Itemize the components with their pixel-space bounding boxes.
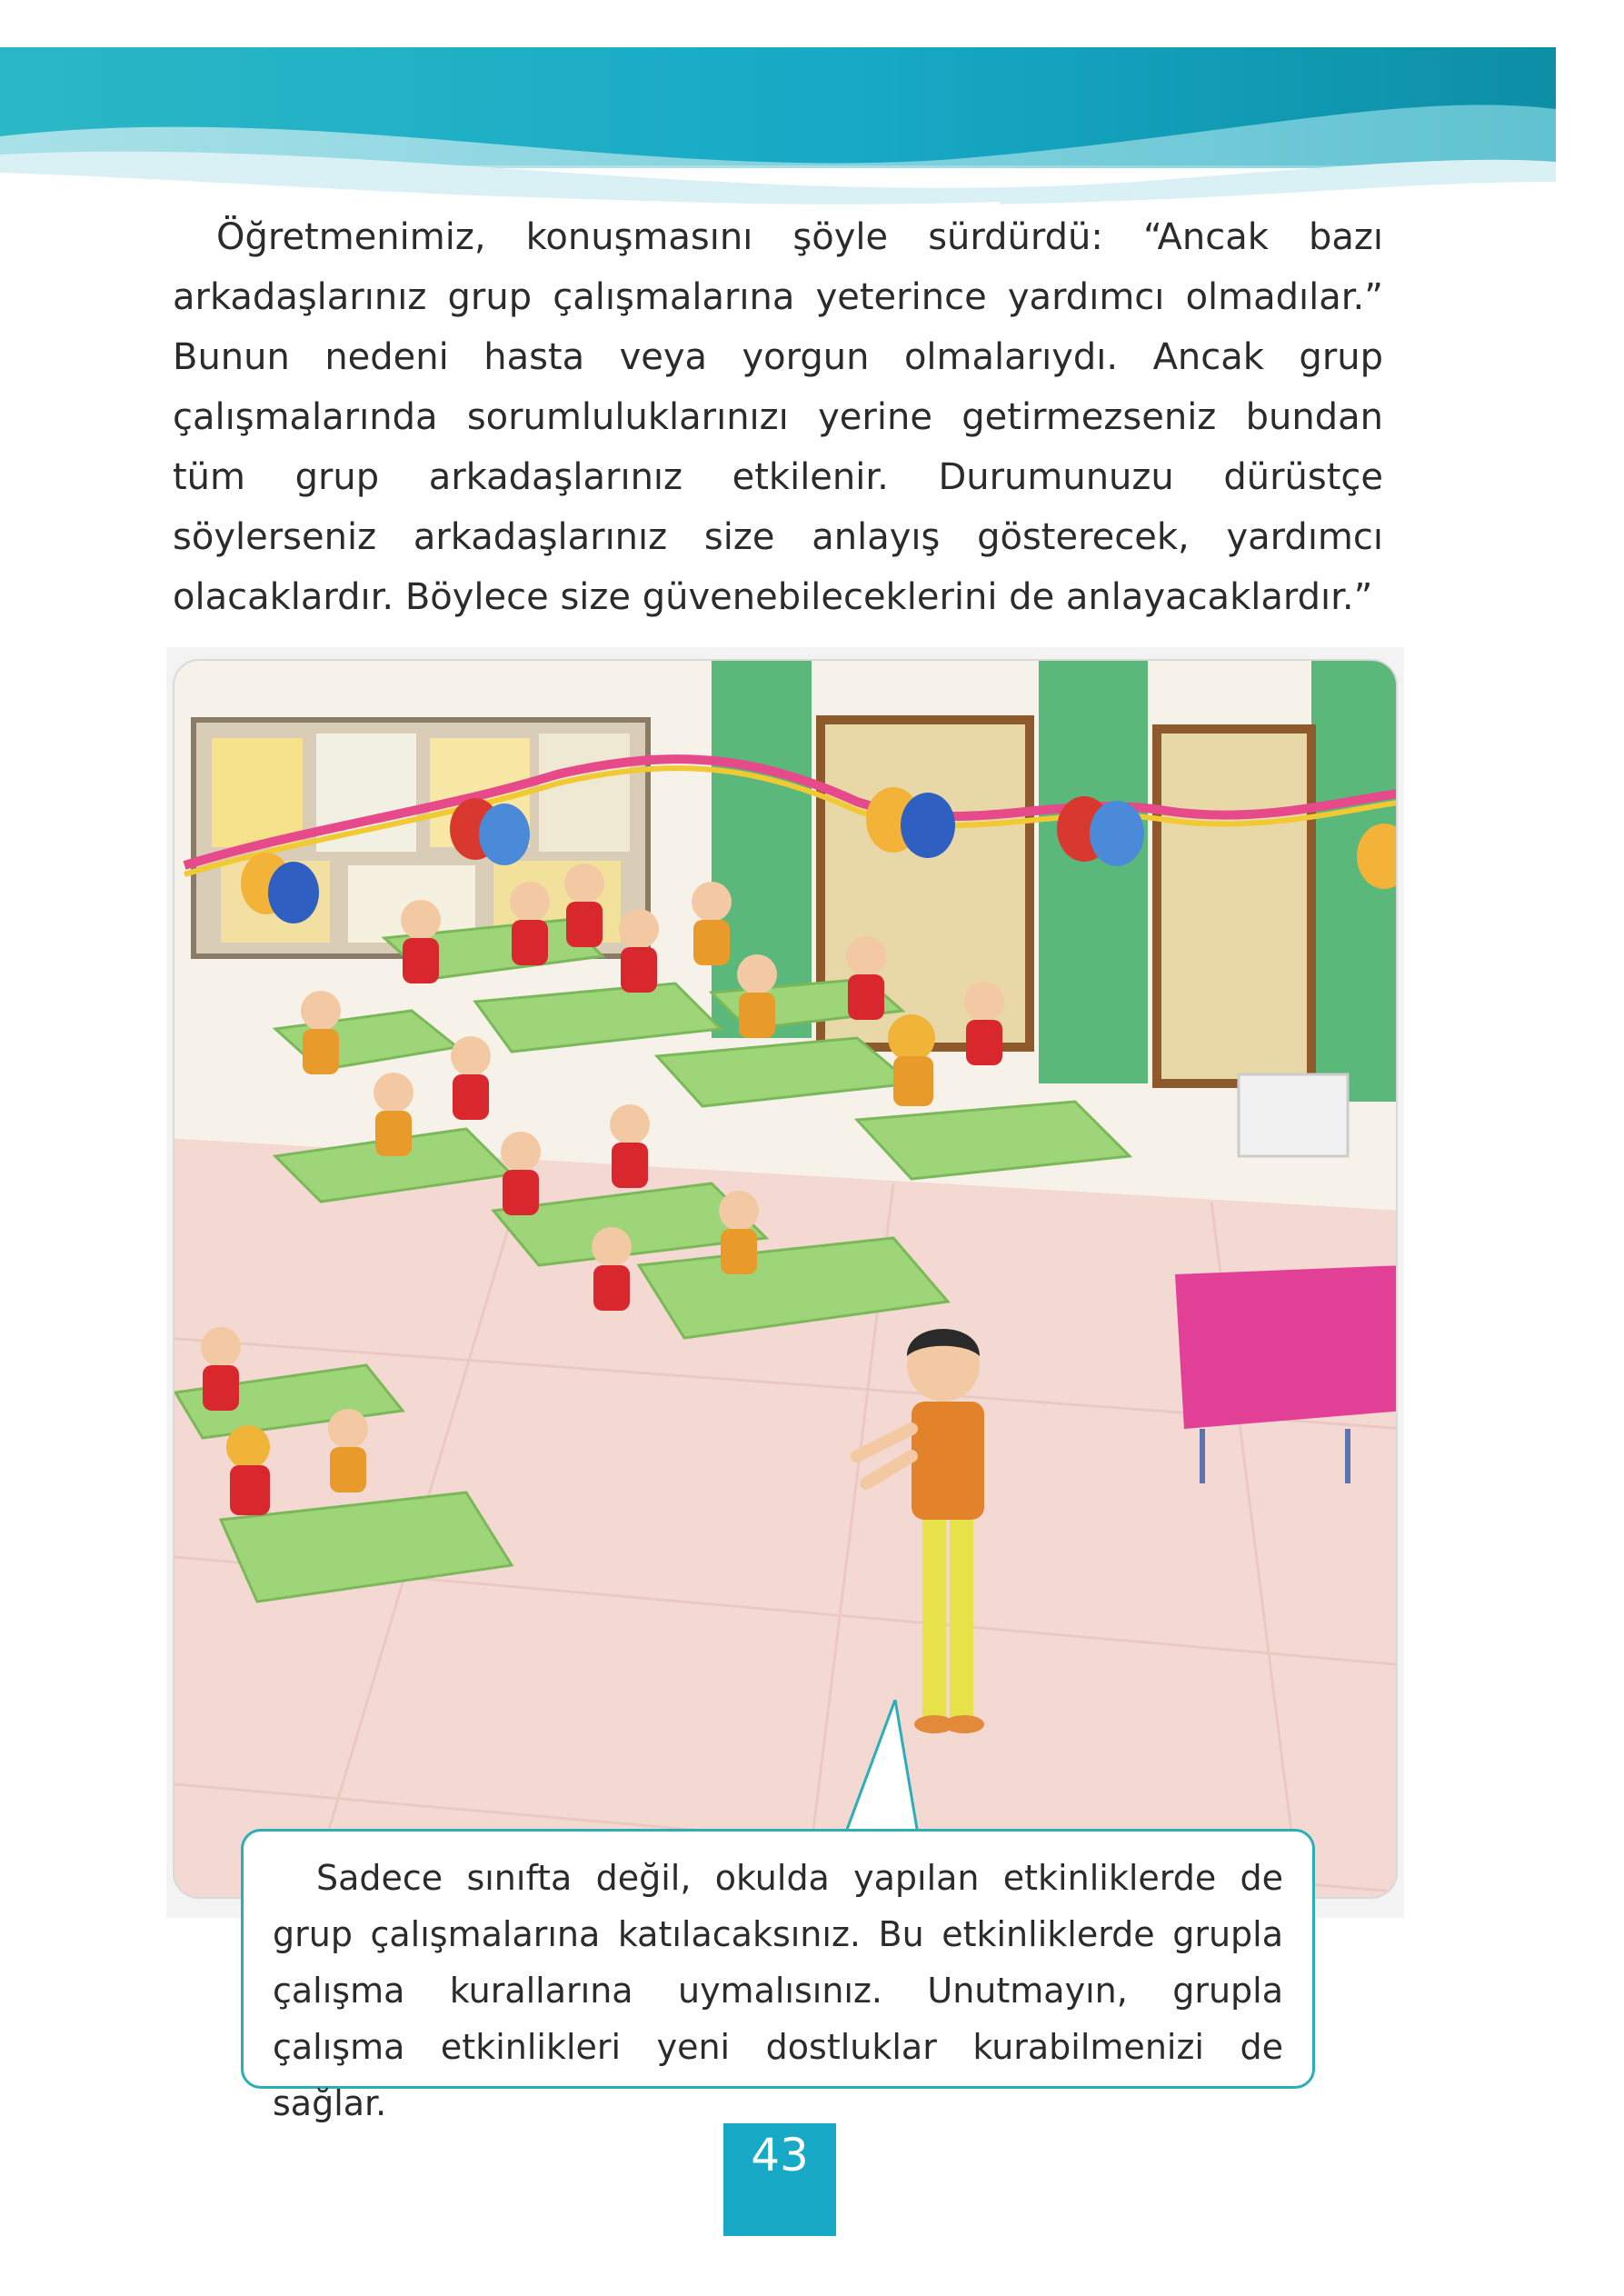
speech-bubble-tail	[818, 1700, 927, 1836]
speech-bubble-text: Sadece sınıfta değil, okulda yapılan etkinliklerde de grup çalışmalarına katılacaksınız. Bu etkinliklerde grupla çalışma kurallarına uymalısınız. Unutmayın, grupla çalışma etkinlikleri yeni dostluklar kurabilmenizi de sağlar.	[273, 1858, 1283, 2123]
classroom-scene-image	[166, 647, 1404, 1918]
page-number-badge	[723, 2123, 836, 2236]
header-wave-banner	[0, 0, 1624, 218]
intro-paragraph: Öğretmenimiz, konuşmasını şöyle sürdürdü: “Ancak bazı arkadaşlarınız grup çalışmalarına yeterince yardımcı olmadılar.” Bunun nedeni hasta veya yorgun olmalarıydı. Ancak grup çalışmalarında sorumluluklarınızı yerine getirmezseniz bundan tüm grup arkadaşlarınız etkilenir. Durumunuzu dürüstçe söylerseniz arkadaşlarınız size anlayış gösterecek, yardımcı olacaklardır. Böylece size güvenebileceklerini de anlayacaklardır.”	[173, 216, 1383, 618]
page-number: 43	[751, 2129, 809, 2181]
classroom-illustration	[166, 647, 1404, 1918]
speech-bubble	[241, 1829, 1315, 2123]
